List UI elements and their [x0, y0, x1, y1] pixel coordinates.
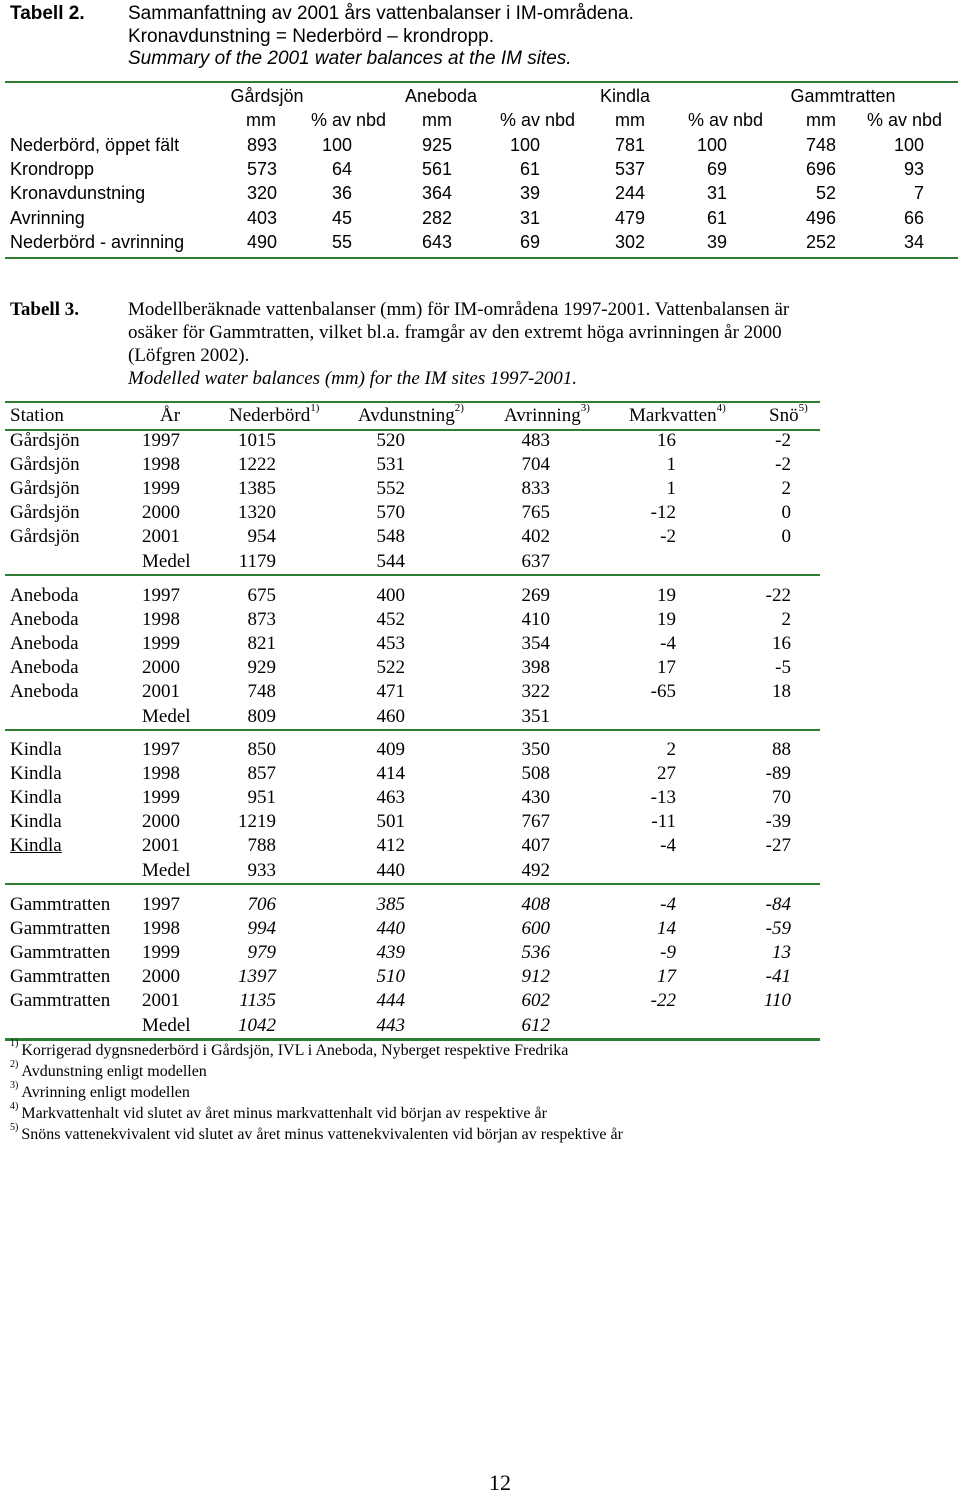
value-cell: 2: [781, 609, 791, 631]
footnote-1: $^{1)}$ Korrigerad dygnsnederbörd i Gårdsjön, IVL i Aneboda, Nyberget respektive Fredrika: [10, 1038, 569, 1059]
table2-cell: 479: [614, 207, 645, 228]
table3-caption-line-3: (Löfgren 2002).: [128, 345, 250, 366]
year-cell: 2000: [142, 657, 180, 679]
table2-top-rule: [5, 81, 958, 83]
value-cell: 463: [376, 787, 405, 809]
table2-row-label: Kronavdunstning: [10, 183, 146, 204]
table2-caption-line-2: Kronavdunstning = Nederbörd – krondropp.: [128, 26, 494, 47]
value-cell: 0: [781, 526, 791, 548]
table2-cell: 66: [903, 207, 924, 228]
year-cell: 1997: [142, 585, 180, 606]
value-cell: 385: [376, 894, 405, 915]
table2-subheader-pct: % av nbd: [687, 110, 763, 130]
value-cell: 452: [376, 609, 405, 631]
value-cell: 833: [521, 478, 550, 500]
value-cell: -84: [765, 894, 791, 915]
value-cell: 522: [376, 657, 405, 679]
value-cell: 706: [247, 894, 276, 915]
station-cell: Kindla: [10, 835, 62, 857]
year-cell: 1999: [142, 633, 180, 655]
value-cell: 398: [521, 657, 550, 679]
table3-caption-en: Modelled water balances (mm) for the IM sites 1997-2001.: [128, 368, 578, 389]
value-cell: -39: [765, 811, 791, 833]
value-cell: -9: [660, 942, 676, 964]
table2-cell: 39: [706, 231, 727, 252]
value-cell: 933: [247, 859, 276, 881]
station-cell: Aneboda: [10, 657, 79, 679]
value-cell: 600: [521, 918, 550, 940]
value-cell: 414: [376, 763, 405, 785]
value-cell: 508: [521, 763, 550, 785]
value-cell: 412: [376, 835, 405, 857]
table-row: [0, 609, 960, 633]
header-runoff: Avrinning$^{3)}$: [504, 402, 590, 426]
value-cell: 544: [376, 550, 405, 572]
table2-site-1: Aneboda: [404, 86, 478, 106]
value-cell: 440: [376, 918, 405, 940]
value-cell: 857: [247, 763, 276, 785]
value-cell: 2: [666, 739, 676, 760]
header-station: Station: [10, 405, 64, 426]
value-cell: 704: [521, 454, 550, 476]
value-cell: 821: [247, 633, 276, 655]
table2-cell: 100: [321, 135, 352, 155]
value-cell: 269: [521, 585, 550, 606]
table-row: [0, 135, 960, 159]
station-cell: Kindla: [10, 763, 62, 785]
table2-cell: 302: [614, 231, 645, 252]
value-cell: 13: [772, 942, 791, 964]
table2-cell: 490: [246, 231, 277, 252]
table3-group-rule: [5, 729, 820, 731]
table-row: [0, 502, 960, 526]
table-row: [0, 526, 960, 550]
value-cell: 1222: [238, 454, 276, 476]
header-snow: Snö$^{5)}$: [769, 402, 808, 426]
table2-subheader-pct: % av nbd: [866, 110, 942, 130]
table2-cell: 100: [696, 135, 727, 155]
footnote-4: $^{4)}$ Markvattenhalt vid slutet av året minus markvattenhalt vid början av respektive år: [10, 1101, 547, 1122]
value-cell: 0: [781, 502, 791, 524]
table2-cell: 69: [706, 159, 727, 180]
table2-site-3: Gammtratten: [790, 86, 896, 106]
table2-cell: 100: [893, 135, 924, 155]
year-cell: 2001: [142, 526, 180, 548]
value-cell: 954: [247, 526, 276, 548]
value-cell: 602: [521, 990, 550, 1012]
table-row: [0, 860, 960, 884]
value-cell: 510: [376, 966, 405, 988]
value-cell: -2: [660, 526, 676, 548]
table2-subheader-mm: mm: [422, 110, 452, 130]
table2-cell: 403: [246, 207, 277, 228]
value-cell: 912: [521, 966, 550, 988]
value-cell: 1: [666, 454, 676, 476]
table2-row-label: Nederbörd - avrinning: [10, 231, 185, 252]
table3-header-row: [0, 402, 960, 429]
table2-caption-line-1: Sammanfattning av 2001 års vattenbalanser i IM-områdena.: [128, 3, 634, 24]
value-cell: -65: [650, 681, 676, 703]
value-cell: 19: [657, 585, 676, 606]
value-cell: 444: [376, 990, 405, 1012]
footnote-3: $^{3)}$ Avrinning enligt modellen: [10, 1080, 190, 1101]
year-cell: 1999: [142, 478, 180, 500]
table2-cell: 244: [614, 183, 645, 204]
year-cell: 2000: [142, 502, 180, 524]
table2-bottom-rule: [5, 257, 958, 259]
table3-caption-line-1: Modellberäknade vattenbalanser (mm) för IM-områdena 1997-2001. Vattenbalansen är: [128, 299, 790, 320]
value-cell: 460: [376, 705, 405, 727]
table-row: [0, 835, 960, 859]
value-cell: 430: [521, 787, 550, 809]
table2-cell: 93: [903, 159, 924, 180]
value-cell: -2: [775, 430, 791, 451]
year-cell: 2000: [142, 811, 180, 833]
value-cell: 873: [247, 609, 276, 631]
table-row: [0, 811, 960, 835]
station-cell: Gårdsjön: [10, 526, 80, 548]
value-cell: 788: [247, 835, 276, 857]
station-cell: Kindla: [10, 787, 62, 809]
table3-top-rule: [5, 401, 820, 403]
year-cell: Medel: [142, 705, 191, 727]
table-row: [0, 966, 960, 990]
value-cell: -2: [775, 454, 791, 476]
table2-cell: 496: [805, 207, 836, 228]
table2-cell: 55: [331, 231, 352, 252]
station-cell: Gammtratten: [10, 990, 111, 1012]
value-cell: 16: [657, 430, 676, 451]
value-cell: 471: [376, 681, 405, 703]
value-cell: -12: [650, 502, 676, 524]
value-cell: 675: [247, 585, 276, 606]
table2-cell: 320: [246, 183, 277, 204]
year-cell: 1998: [142, 763, 180, 785]
value-cell: 410: [521, 609, 550, 631]
table2-cell: 573: [246, 159, 277, 180]
table2-subheader-mm: mm: [615, 110, 645, 130]
value-cell: -41: [765, 966, 791, 988]
value-cell: 409: [376, 739, 405, 760]
value-cell: -5: [775, 657, 791, 679]
table-row: [0, 681, 960, 705]
table-row: [0, 657, 960, 681]
value-cell: 483: [521, 430, 550, 451]
header-year: År: [160, 405, 181, 426]
value-cell: 1135: [239, 990, 276, 1012]
value-cell: 548: [376, 526, 405, 548]
value-cell: 850: [247, 739, 276, 760]
value-cell: 408: [521, 894, 550, 915]
value-cell: 552: [376, 478, 405, 500]
table3-group-rule: [5, 883, 820, 885]
footnote-5: $^{5)}$ Snöns vattenekvivalent vid slutet av året minus vattenekvivalenten vid början av respektive år: [10, 1122, 623, 1143]
table2-cell: 64: [331, 159, 352, 180]
table2-row-label: Avrinning: [10, 207, 85, 228]
table3-caption-line-2: osäker för Gammtratten, vilket bl.a. framgår av den extremt höga avrinningen år 2000: [128, 322, 782, 343]
value-cell: 350: [521, 739, 550, 760]
value-cell: 929: [247, 657, 276, 679]
header-soilwater: Markvatten$^{4)}$: [629, 402, 726, 426]
table2-cell: 696: [805, 159, 836, 180]
value-cell: 501: [376, 811, 405, 833]
value-cell: 16: [772, 633, 791, 655]
value-cell: 765: [521, 502, 550, 524]
value-cell: 536: [521, 942, 550, 964]
value-cell: 612: [521, 1014, 550, 1036]
value-cell: 407: [521, 835, 550, 857]
table-row: [0, 633, 960, 657]
table-row: [0, 454, 960, 478]
table-row: [0, 918, 960, 942]
table-row: [0, 1015, 960, 1039]
year-cell: Medel: [142, 1014, 191, 1036]
value-cell: 1179: [238, 550, 276, 572]
table2-cell: 925: [421, 135, 452, 155]
table2-cell: 893: [246, 135, 277, 155]
value-cell: 70: [772, 787, 791, 809]
value-cell: 979: [247, 942, 276, 964]
station-cell: Kindla: [10, 811, 62, 833]
value-cell: -22: [650, 990, 676, 1012]
table2-cell: 781: [614, 135, 645, 155]
table2-cell: 61: [519, 159, 540, 180]
value-cell: -22: [765, 585, 791, 606]
table2-cell: 31: [706, 183, 727, 204]
value-cell: 27: [657, 763, 676, 785]
footnote-2: $^{2)}$ Avdunstning enligt modellen: [10, 1059, 207, 1080]
table2-cell: 537: [614, 159, 645, 180]
value-cell: 748: [247, 681, 276, 703]
value-cell: 402: [521, 526, 550, 548]
station-cell: Gårdsjön: [10, 430, 80, 451]
value-cell: 453: [376, 633, 405, 655]
value-cell: 14: [657, 918, 676, 940]
table2-cell: 282: [421, 207, 452, 228]
station-cell: Aneboda: [10, 609, 79, 631]
table2-cell: 45: [331, 207, 352, 228]
header-precip: Nederbörd$^{1)}$: [229, 402, 320, 426]
table2-cell: 31: [519, 207, 540, 228]
table-row: [0, 942, 960, 966]
value-cell: 17: [657, 966, 676, 988]
year-cell: 2001: [142, 990, 180, 1012]
table3-group-rule: [5, 1038, 820, 1041]
table2-row-label: Nederbörd, öppet fält: [10, 135, 180, 155]
table-row: [0, 551, 960, 575]
station-cell: Gammtratten: [10, 894, 111, 915]
value-cell: 1385: [238, 478, 276, 500]
table2-cell: 69: [519, 231, 540, 252]
table3-group-rule: [5, 574, 820, 576]
year-cell: 2000: [142, 966, 180, 988]
value-cell: 2: [781, 478, 791, 500]
table2-cell: 252: [805, 231, 836, 252]
table2-subheader-mm: mm: [806, 110, 836, 130]
value-cell: 17: [657, 657, 676, 679]
year-cell: 1998: [142, 609, 180, 631]
table2-site-2: Kindla: [599, 86, 651, 106]
year-cell: Medel: [142, 859, 191, 881]
table2-subheader-pct: % av nbd: [310, 110, 386, 130]
table2-cell: 643: [421, 231, 452, 252]
value-cell: 322: [521, 681, 550, 703]
value-cell: -27: [765, 835, 791, 857]
header-evap: Avdunstning$^{2)}$: [358, 402, 464, 426]
year-cell: 2001: [142, 835, 180, 857]
value-cell: 809: [247, 705, 276, 727]
table-row: [0, 159, 960, 183]
table-row: [0, 706, 960, 730]
table2-subheader-mm: mm: [246, 110, 276, 130]
year-cell: 1997: [142, 894, 180, 915]
station-cell: Aneboda: [10, 633, 79, 655]
value-cell: 440: [376, 859, 405, 881]
table2-row-label: Krondropp: [10, 159, 95, 180]
year-cell: 1998: [142, 454, 180, 476]
value-cell: -4: [660, 835, 676, 857]
table2-cell: 364: [421, 183, 452, 204]
value-cell: 1015: [238, 430, 276, 451]
value-cell: -11: [651, 811, 676, 833]
year-cell: 1997: [142, 739, 180, 760]
table2-cell: 36: [331, 183, 352, 204]
table-row: [0, 430, 960, 454]
value-cell: 443: [376, 1014, 405, 1036]
value-cell: -13: [650, 787, 676, 809]
table2-site-0: Gårdsjön: [230, 86, 304, 106]
station-cell: Gårdsjön: [10, 454, 80, 476]
table-row: [0, 478, 960, 502]
value-cell: 520: [376, 430, 405, 451]
station-cell: Aneboda: [10, 585, 79, 606]
page-number: 12: [489, 1470, 511, 1495]
station-cell: Gammtratten: [10, 966, 111, 988]
value-cell: -89: [765, 763, 791, 785]
year-cell: 1999: [142, 787, 180, 809]
value-cell: 88: [772, 739, 791, 760]
table-row: [0, 763, 960, 787]
table-row: [0, 585, 960, 609]
table2-label: Tabell 2.: [10, 3, 85, 24]
value-cell: 18: [772, 681, 791, 703]
table-row: [0, 183, 960, 207]
station-cell: Gammtratten: [10, 942, 111, 964]
station-cell: Gårdsjön: [10, 502, 80, 524]
value-cell: 400: [376, 585, 405, 606]
table2-cell: 34: [903, 231, 924, 252]
year-cell: 1998: [142, 918, 180, 940]
value-cell: 994: [247, 918, 276, 940]
value-cell: 354: [521, 633, 550, 655]
year-cell: Medel: [142, 550, 191, 572]
value-cell: 492: [521, 859, 550, 881]
station-cell: Aneboda: [10, 681, 79, 703]
value-cell: 1219: [238, 811, 276, 833]
value-cell: 570: [376, 502, 405, 524]
table2-cell: 39: [519, 183, 540, 204]
value-cell: 531: [376, 454, 405, 476]
table2-cell: 100: [509, 135, 540, 155]
table2-caption-en: Summary of the 2001 water balances at the IM sites.: [128, 48, 572, 69]
table2-cell: 7: [913, 183, 924, 204]
table2-cell: 748: [805, 135, 836, 155]
value-cell: 351: [521, 705, 550, 727]
value-cell: 951: [247, 787, 276, 809]
year-cell: 2001: [142, 681, 180, 703]
table-row: [0, 894, 960, 918]
table-row: [0, 232, 960, 256]
station-cell: Gammtratten: [10, 918, 111, 940]
value-cell: 110: [763, 990, 791, 1012]
table2-site-header-row: [0, 86, 960, 110]
table-row: [0, 208, 960, 232]
value-cell: -59: [765, 918, 791, 940]
table-row: [0, 739, 960, 763]
table2-subheader-pct: % av nbd: [499, 110, 575, 130]
table2-cell: 561: [421, 159, 452, 180]
table2-cell: 61: [706, 207, 727, 228]
value-cell: -4: [660, 894, 676, 915]
table2-subheader-row: [0, 110, 960, 134]
table-row: [0, 787, 960, 811]
station-cell: Gårdsjön: [10, 478, 80, 500]
year-cell: 1999: [142, 942, 180, 964]
table-row: [0, 990, 960, 1014]
value-cell: 767: [521, 811, 550, 833]
station-cell: Kindla: [10, 739, 62, 760]
value-cell: 1042: [238, 1014, 276, 1036]
value-cell: -4: [660, 633, 676, 655]
year-cell: 1997: [142, 430, 180, 451]
value-cell: 637: [521, 550, 550, 572]
value-cell: 439: [376, 942, 405, 964]
table3-label: Tabell 3.: [10, 299, 79, 320]
value-cell: 1397: [238, 966, 276, 988]
value-cell: 1: [666, 478, 676, 500]
value-cell: 1320: [238, 502, 276, 524]
table2-cell: 52: [815, 183, 836, 204]
value-cell: 19: [657, 609, 676, 631]
